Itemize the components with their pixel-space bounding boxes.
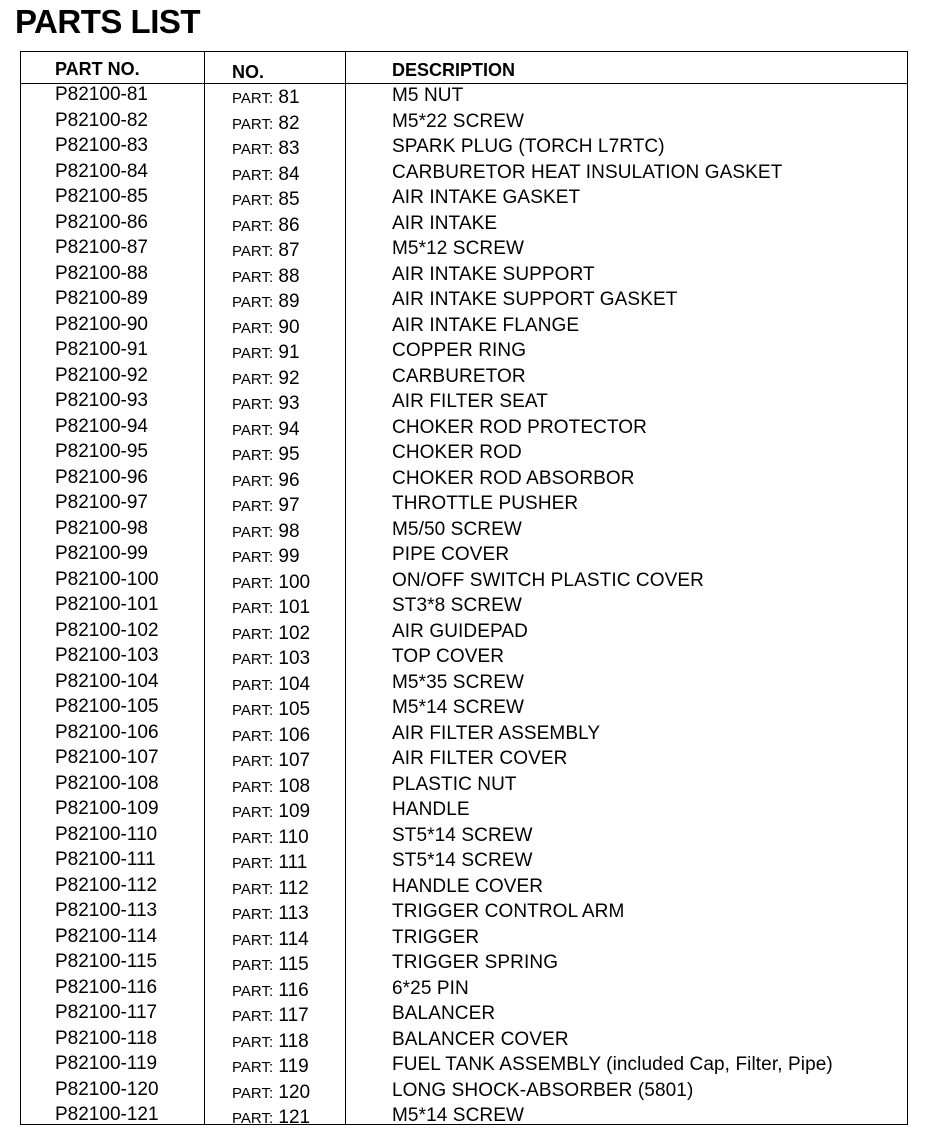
description-cell: CHOKER ROD: [392, 442, 522, 463]
description-cell: CHOKER ROD PROTECTOR: [392, 416, 648, 438]
item-number-value: 92: [278, 367, 300, 389]
item-number-value: 106: [278, 724, 311, 746]
part-number-cell: P82100-88: [55, 262, 148, 284]
part-number-cell: P82100-89: [55, 288, 148, 309]
header-no: NO.: [232, 62, 265, 82]
table-row: [21, 415, 907, 441]
item-number-cell: [232, 164, 300, 187]
part-number-cell: P82100-82: [55, 109, 148, 131]
table-row: [21, 236, 907, 262]
item-number-prefix: PART:: [232, 1084, 274, 1102]
item-number-cell: [232, 240, 300, 263]
item-number-cell: [232, 597, 310, 620]
item-number-cell: [232, 189, 300, 212]
part-number-cell: P82100-116: [55, 976, 158, 998]
item-number-prefix: PART:: [232, 625, 274, 643]
table-row: [21, 134, 907, 160]
item-number-prefix: PART:: [232, 702, 274, 719]
item-number-cell: [232, 623, 310, 646]
item-number-value: 102: [278, 622, 311, 644]
item-number-value: 91: [278, 342, 300, 363]
table-row: [21, 848, 907, 874]
item-number-value: 105: [278, 699, 311, 720]
item-number-value: 112: [278, 877, 309, 899]
item-number-value: 82: [278, 112, 300, 134]
description-cell: M5*35 SCREW: [392, 671, 525, 693]
item-number-cell: [232, 521, 300, 544]
item-number-value: 96: [278, 469, 300, 491]
item-number-value: 118: [278, 1030, 309, 1052]
part-number-cell: P82100-96: [55, 466, 148, 488]
item-number-prefix: PART:: [232, 1110, 274, 1127]
item-number-cell: [232, 266, 300, 289]
description-cell: AIR FILTER ASSEMBLY: [392, 722, 601, 744]
item-number-value: 116: [278, 979, 309, 1001]
item-number-value: 121: [278, 1107, 311, 1128]
table-row: [21, 211, 907, 237]
item-number-cell: [232, 929, 309, 952]
item-number-prefix: PART:: [232, 804, 274, 821]
item-number-prefix: PART:: [232, 345, 274, 362]
item-number-prefix: PART:: [232, 396, 274, 413]
item-number-prefix: PART:: [232, 727, 274, 745]
table-row: [21, 338, 907, 364]
item-number-prefix: PART:: [232, 855, 274, 872]
item-number-cell: [232, 495, 300, 518]
header-description: DESCRIPTION: [392, 60, 516, 80]
item-number-cell: [232, 801, 310, 824]
part-number-cell: P82100-102: [55, 619, 159, 641]
item-number-prefix: PART:: [232, 523, 274, 541]
part-number-cell: P82100-94: [55, 415, 148, 437]
part-number-cell: P82100-91: [55, 339, 148, 360]
item-number-prefix: PART:: [232, 931, 274, 949]
table-row: [21, 313, 907, 339]
item-number-value: 108: [278, 775, 311, 797]
part-number-cell: P82100-118: [55, 1027, 158, 1049]
part-number-cell: P82100-121: [55, 1104, 159, 1125]
part-number-cell: P82100-119: [55, 1053, 158, 1074]
part-number-cell: P82100-120: [55, 1078, 159, 1100]
part-number-cell: P82100-105: [55, 696, 159, 717]
description-cell: CARBURETOR: [392, 365, 526, 387]
item-number-cell: [232, 113, 300, 136]
item-number-prefix: PART:: [232, 370, 274, 388]
part-number-cell: P82100-90: [55, 313, 148, 335]
item-number-value: 120: [278, 1081, 311, 1103]
item-number-value: 107: [278, 750, 311, 771]
description-cell: TRIGGER: [392, 926, 480, 948]
description-cell: ST5*14 SCREW: [392, 824, 533, 846]
item-number-prefix: PART:: [232, 166, 274, 184]
description-cell: PLASTIC NUT: [392, 773, 517, 795]
description-cell: AIR INTAKE SUPPORT GASKET: [392, 289, 678, 310]
table-row: [21, 1078, 907, 1104]
item-number-value: 86: [278, 214, 300, 236]
table-row: [21, 1027, 907, 1053]
part-number-cell: P82100-98: [55, 517, 148, 539]
table-row: [21, 1103, 907, 1129]
table-row: [21, 83, 907, 109]
description-cell: ST5*14 SCREW: [392, 850, 533, 871]
item-number-prefix: PART:: [232, 1008, 274, 1025]
item-number-cell: [232, 852, 307, 875]
table-row: [21, 772, 907, 798]
item-number-value: 100: [278, 571, 311, 593]
item-number-cell: [232, 138, 300, 161]
item-number-value: 84: [278, 163, 300, 185]
description-cell: AIR FILTER SEAT: [392, 391, 548, 412]
item-number-value: 98: [278, 520, 300, 542]
header-part-no: PART NO.: [55, 59, 140, 79]
part-number-cell: P82100-93: [55, 390, 148, 411]
description-cell: M5 NUT: [392, 85, 464, 106]
item-number-value: 99: [278, 546, 300, 567]
part-number-cell: P82100-106: [55, 721, 159, 743]
table-row: [21, 109, 907, 135]
item-number-cell: [232, 215, 300, 238]
description-cell: AIR INTAKE SUPPORT: [392, 263, 595, 285]
item-number-prefix: PART:: [232, 574, 274, 592]
table-row: [21, 670, 907, 696]
item-number-cell: [232, 1082, 310, 1105]
part-number-cell: P82100-85: [55, 186, 148, 207]
part-number-cell: P82100-104: [55, 670, 159, 692]
item-number-value: 119: [278, 1056, 309, 1077]
parts-table: [20, 51, 908, 1128]
item-number-cell: [232, 954, 309, 977]
item-number-value: 83: [278, 138, 300, 159]
item-number-cell: [232, 878, 309, 901]
item-number-value: 97: [278, 495, 300, 516]
part-number-cell: P82100-81: [55, 84, 148, 105]
item-number-cell: [232, 342, 300, 365]
table-row: [21, 440, 907, 466]
item-number-value: 89: [278, 291, 300, 312]
part-number-cell: P82100-95: [55, 441, 148, 462]
table-row: [21, 874, 907, 900]
description-cell: LONG SHOCK-ABSORBER (5801): [392, 1079, 694, 1101]
table-row: [21, 364, 907, 390]
description-cell: HANDLE COVER: [392, 875, 544, 897]
item-number-cell: [232, 903, 309, 926]
description-cell: BALANCER COVER: [392, 1028, 569, 1050]
item-number-cell: [232, 291, 300, 314]
item-number-prefix: PART:: [232, 447, 274, 464]
item-number-cell: [232, 470, 300, 493]
table-row: [21, 491, 907, 517]
description-cell: BALANCER: [392, 1003, 496, 1024]
table-row: [21, 185, 907, 211]
table-row: [21, 593, 907, 619]
description-cell: CARBURETOR HEAT INSULATION GASKET: [392, 161, 783, 183]
item-number-cell: [232, 1031, 309, 1054]
item-number-cell: [232, 827, 309, 850]
item-number-prefix: PART:: [232, 957, 274, 974]
item-number-prefix: PART:: [232, 880, 274, 898]
table-row: [21, 466, 907, 492]
item-number-prefix: PART:: [232, 472, 274, 490]
part-number-cell: P82100-110: [55, 823, 158, 845]
table-row: [21, 568, 907, 594]
item-number-cell: [232, 546, 300, 569]
item-number-cell: [232, 317, 300, 340]
item-number-cell: [232, 699, 310, 722]
item-number-prefix: PART:: [232, 600, 274, 617]
description-cell: M5*14 SCREW: [392, 697, 525, 718]
item-number-prefix: PART:: [232, 676, 274, 694]
description-cell: COPPER RING: [392, 340, 527, 361]
item-number-value: 104: [278, 673, 311, 695]
item-number-prefix: PART:: [232, 319, 274, 337]
table-header: [21, 52, 907, 84]
description-cell: M5*14 SCREW: [392, 1105, 525, 1126]
description-cell: THROTTLE PUSHER: [392, 493, 579, 514]
item-number-value: 111: [278, 852, 308, 873]
part-number-cell: P82100-97: [55, 492, 148, 513]
item-number-cell: [232, 980, 309, 1003]
item-number-value: 88: [278, 265, 300, 287]
item-number-prefix: PART:: [232, 141, 274, 158]
item-number-value: 117: [278, 1005, 309, 1026]
table-row: [21, 287, 907, 313]
item-number-value: 81: [278, 87, 300, 108]
item-number-value: 103: [278, 648, 311, 669]
part-number-cell: P82100-100: [55, 568, 159, 590]
item-number-cell: [232, 776, 310, 799]
part-number-cell: P82100-103: [55, 645, 159, 666]
item-number-value: 110: [278, 826, 309, 848]
table-row: [21, 950, 907, 976]
part-number-cell: P82100-101: [55, 594, 159, 615]
item-number-prefix: PART:: [232, 498, 274, 515]
item-number-cell: [232, 1107, 310, 1130]
description-cell: TOP COVER: [392, 646, 505, 667]
item-number-prefix: PART:: [232, 753, 274, 770]
item-number-value: 101: [278, 597, 311, 618]
table-row: [21, 976, 907, 1002]
item-number-prefix: PART:: [232, 115, 274, 133]
item-number-cell: [232, 725, 310, 748]
page-title: PARTS LIST: [15, 3, 201, 40]
item-number-cell: [232, 648, 310, 671]
part-number-cell: P82100-87: [55, 237, 148, 258]
item-number-value: 113: [278, 903, 309, 924]
table-row: [21, 160, 907, 186]
table-row: [21, 262, 907, 288]
table-row: [21, 644, 907, 670]
item-number-cell: [232, 368, 300, 391]
item-number-cell: [232, 1005, 309, 1028]
item-number-value: 87: [278, 240, 300, 261]
item-number-cell: [232, 674, 310, 697]
item-number-prefix: PART:: [232, 829, 274, 847]
description-cell: M5*12 SCREW: [392, 238, 525, 259]
description-cell: TRIGGER CONTROL ARM: [392, 901, 625, 922]
part-number-cell: P82100-117: [55, 1002, 158, 1023]
item-number-prefix: PART:: [232, 1059, 274, 1076]
table-row: [21, 797, 907, 823]
item-number-value: 93: [278, 393, 300, 414]
part-number-cell: P82100-99: [55, 543, 148, 564]
item-number-cell: [232, 572, 310, 595]
table-row: [21, 619, 907, 645]
table-row: [21, 823, 907, 849]
item-number-prefix: PART:: [232, 217, 274, 235]
table-row: [21, 389, 907, 415]
description-cell: HANDLE: [392, 799, 470, 820]
item-number-cell: [232, 87, 300, 110]
description-cell: ST3*8 SCREW: [392, 595, 522, 616]
part-number-cell: P82100-113: [55, 900, 158, 921]
description-cell: AIR INTAKE: [392, 212, 498, 234]
table-body: [21, 83, 907, 1129]
part-number-cell: P82100-114: [55, 925, 158, 947]
item-number-prefix: PART:: [232, 90, 274, 107]
description-cell: CHOKER ROD ABSORBOR: [392, 467, 635, 489]
table-row: [21, 695, 907, 721]
item-number-prefix: PART:: [232, 549, 274, 566]
item-number-value: 85: [278, 189, 300, 210]
part-number-cell: P82100-115: [55, 951, 158, 972]
item-number-cell: [232, 1056, 309, 1079]
item-number-cell: [232, 393, 300, 416]
table-row: [21, 925, 907, 951]
part-number-cell: P82100-109: [55, 798, 159, 819]
table-row: [21, 517, 907, 543]
item-number-prefix: PART:: [232, 243, 274, 260]
description-cell: ON/OFF SWITCH PLASTIC COVER: [392, 569, 704, 591]
item-number-prefix: PART:: [232, 294, 274, 311]
table-row: [21, 721, 907, 747]
part-number-cell: P82100-92: [55, 364, 148, 386]
item-number-value: 94: [278, 418, 300, 440]
item-number-prefix: PART:: [232, 1033, 274, 1051]
part-number-cell: P82100-111: [55, 849, 156, 870]
item-number-cell: [232, 444, 300, 467]
part-number-cell: P82100-83: [55, 135, 148, 156]
description-cell: AIR GUIDEPAD: [392, 620, 528, 642]
item-number-prefix: PART:: [232, 906, 274, 923]
description-cell: PIPE COVER: [392, 544, 510, 565]
item-number-prefix: PART:: [232, 192, 274, 209]
item-number-prefix: PART:: [232, 268, 274, 286]
table-row: [21, 1001, 907, 1027]
description-cell: M5*22 SCREW: [392, 110, 525, 132]
item-number-prefix: PART:: [232, 651, 274, 668]
description-cell: SPARK PLUG (TORCH L7RTC): [392, 136, 665, 157]
description-cell: FUEL TANK ASSEMBLY (included Cap, Filter, Pipe): [392, 1054, 833, 1075]
item-number-value: 114: [278, 928, 309, 950]
part-number-cell: P82100-84: [55, 160, 148, 182]
item-number-value: 95: [278, 444, 300, 465]
item-number-prefix: PART:: [232, 421, 274, 439]
item-number-cell: [232, 750, 310, 773]
part-number-cell: P82100-107: [55, 747, 159, 768]
part-number-cell: P82100-112: [55, 874, 158, 896]
item-number-prefix: PART:: [232, 982, 274, 1000]
table-row: [21, 542, 907, 568]
item-number-value: 115: [278, 954, 309, 975]
description-cell: M5/50 SCREW: [392, 518, 522, 540]
table-row: [21, 899, 907, 925]
part-number-cell: P82100-108: [55, 772, 159, 794]
description-cell: 6*25 PIN: [392, 977, 469, 999]
description-cell: AIR FILTER COVER: [392, 748, 568, 769]
item-number-prefix: PART:: [232, 778, 274, 796]
item-number-value: 109: [278, 801, 311, 822]
table-row: [21, 746, 907, 772]
description-cell: AIR INTAKE FLANGE: [392, 314, 580, 336]
part-number-cell: P82100-86: [55, 211, 148, 233]
description-cell: TRIGGER SPRING: [392, 952, 559, 973]
table-row: [21, 1052, 907, 1078]
item-number-cell: [232, 419, 300, 442]
description-cell: AIR INTAKE GASKET: [392, 187, 581, 208]
item-number-value: 90: [278, 316, 300, 338]
